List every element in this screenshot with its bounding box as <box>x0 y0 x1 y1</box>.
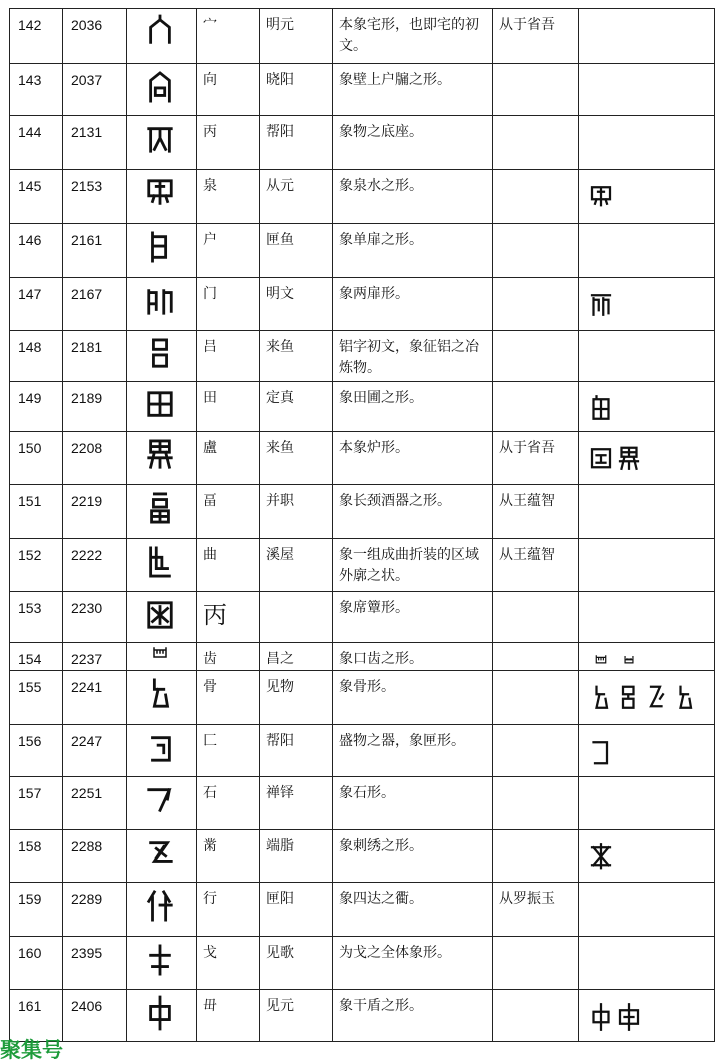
ancient-glyph-icon <box>145 781 175 819</box>
variant-glyphs <box>579 331 715 382</box>
description: 为戈之全体象形。 <box>333 937 493 990</box>
phonetic-source: 来鱼 <box>260 331 333 382</box>
phonetic-source: 昌之 <box>260 643 333 671</box>
attribution-note: 从罗振玉 <box>493 883 579 937</box>
phonetic-source: 从元 <box>260 170 333 224</box>
row-code: 2395 <box>63 937 127 990</box>
description: 象长颈酒器之形。 <box>333 485 493 539</box>
table-row <box>10 592 715 643</box>
row-code: 2289 <box>63 883 127 937</box>
row-code: 2131 <box>63 116 127 170</box>
table-row <box>10 9 715 64</box>
modern-char: 行 <box>197 883 260 937</box>
glyph-cell <box>127 643 197 671</box>
row-number: 154 <box>10 643 63 671</box>
ancient-glyph-icon <box>145 68 175 106</box>
ancient-glyph-icon <box>145 228 175 266</box>
modern-char: 丙 <box>197 116 260 170</box>
variant-glyph-icon <box>617 1002 641 1032</box>
variant-glyph-icon <box>589 737 613 767</box>
ancient-glyph-icon <box>145 120 175 158</box>
description: 象干盾之形。 <box>333 990 493 1042</box>
row-number: 142 <box>10 9 63 64</box>
table-row <box>10 725 715 777</box>
attribution-note <box>493 830 579 883</box>
variant-glyphs <box>579 485 715 539</box>
modern-char: 齿 <box>197 643 260 671</box>
variant-glyph-icon <box>645 683 669 713</box>
description: 象单扉之形。 <box>333 224 493 278</box>
watermark: 聚集号 <box>0 1038 63 1062</box>
ancient-glyph-icon <box>145 994 175 1032</box>
variant-glyphs <box>579 937 715 990</box>
table-row <box>10 278 715 331</box>
variant-glyph-icon <box>673 683 697 713</box>
ancient-glyph-icon <box>145 335 175 373</box>
row-number: 158 <box>10 830 63 883</box>
variant-glyphs <box>579 777 715 830</box>
phonetic-source: 禅铎 <box>260 777 333 830</box>
description: 象石形。 <box>333 777 493 830</box>
row-code: 2230 <box>63 592 127 643</box>
variant-glyph-icon <box>589 655 613 670</box>
description: 象一组成曲折装的区域外廓之状。 <box>333 539 493 592</box>
variant-glyphs <box>579 883 715 937</box>
modern-char: 毌 <box>197 990 260 1042</box>
phonetic-source: 匣阳 <box>260 883 333 937</box>
glyph-cell <box>127 937 197 990</box>
row-number: 148 <box>10 331 63 382</box>
variant-glyphs <box>579 592 715 643</box>
row-number: 160 <box>10 937 63 990</box>
phonetic-source: 晓阳 <box>260 64 333 116</box>
glyph-cell <box>127 990 197 1042</box>
modern-char: 吕 <box>197 331 260 382</box>
phonetic-source: 端脂 <box>260 830 333 883</box>
modern-char: 黹 <box>197 830 260 883</box>
row-number: 155 <box>10 671 63 725</box>
row-code: 2167 <box>63 278 127 331</box>
ancient-glyph-icon <box>145 174 175 212</box>
phonetic-source: 帮阳 <box>260 725 333 777</box>
variant-glyphs <box>579 382 715 432</box>
glyph-cell <box>127 116 197 170</box>
glyph-cell <box>127 725 197 777</box>
modern-char: 门 <box>197 278 260 331</box>
row-code: 2219 <box>63 485 127 539</box>
variant-glyphs <box>579 432 715 485</box>
phonetic-source: 溪屋 <box>260 539 333 592</box>
attribution-note <box>493 170 579 224</box>
attribution-note <box>493 990 579 1042</box>
attribution-note: 从于省吾 <box>493 432 579 485</box>
glyph-cell <box>127 278 197 331</box>
ancient-glyph-icon <box>145 941 175 979</box>
variant-glyph-icon <box>589 290 613 320</box>
phonetic-source: 匣鱼 <box>260 224 333 278</box>
row-number: 149 <box>10 382 63 432</box>
glyph-cell <box>127 331 197 382</box>
phonetic-source: 见元 <box>260 990 333 1042</box>
attribution-note <box>493 382 579 432</box>
row-code: 2161 <box>63 224 127 278</box>
attribution-note <box>493 937 579 990</box>
variant-glyph-icon <box>617 444 641 474</box>
variant-glyphs <box>579 64 715 116</box>
row-code: 2222 <box>63 539 127 592</box>
variant-glyphs <box>579 830 715 883</box>
phonetic-source: 帮阳 <box>260 116 333 170</box>
description: 象两扉形。 <box>333 278 493 331</box>
description: 盛物之器，象匣形。 <box>333 725 493 777</box>
phonetic-source: 并职 <box>260 485 333 539</box>
phonetic-source: 定真 <box>260 382 333 432</box>
variant-glyphs <box>579 224 715 278</box>
glyph-cell <box>127 224 197 278</box>
phonetic-source: 明元 <box>260 9 333 64</box>
row-number: 153 <box>10 592 63 643</box>
row-number: 150 <box>10 432 63 485</box>
table-row <box>10 224 715 278</box>
variant-glyph-icon <box>589 1002 613 1032</box>
modern-char: 泉 <box>197 170 260 224</box>
table-row <box>10 777 715 830</box>
table-row <box>10 671 715 725</box>
table-row <box>10 539 715 592</box>
description: 象泉水之形。 <box>333 170 493 224</box>
variant-glyph-icon <box>589 444 613 474</box>
attribution-note: 从王蕴智 <box>493 485 579 539</box>
modern-char: 宀 <box>197 9 260 64</box>
variant-glyph-icon <box>617 655 641 670</box>
row-code: 2288 <box>63 830 127 883</box>
modern-char: 向 <box>197 64 260 116</box>
ancient-glyph-icon <box>145 386 175 424</box>
row-code: 2036 <box>63 9 127 64</box>
row-code: 2189 <box>63 382 127 432</box>
ancient-glyph-icon <box>145 282 175 320</box>
variant-glyph-icon <box>617 683 641 713</box>
variant-glyph-icon <box>589 842 613 872</box>
row-code: 2251 <box>63 777 127 830</box>
phonetic-source: 明文 <box>260 278 333 331</box>
table-row <box>10 64 715 116</box>
ancient-glyph-icon <box>145 675 175 713</box>
row-number: 147 <box>10 278 63 331</box>
table-row <box>10 990 715 1042</box>
variant-glyphs <box>579 170 715 224</box>
glyph-cell <box>127 592 197 643</box>
ancient-glyph-icon <box>145 834 175 872</box>
ancient-glyph-icon <box>145 13 175 51</box>
ancient-glyph-icon <box>145 729 175 767</box>
table-row <box>10 830 715 883</box>
attribution-note <box>493 116 579 170</box>
attribution-note: 从于省吾 <box>493 9 579 64</box>
table-row <box>10 883 715 937</box>
row-code: 2237 <box>63 643 127 671</box>
ancient-glyph-icon <box>145 436 175 474</box>
table-row <box>10 643 715 671</box>
variant-glyphs <box>579 116 715 170</box>
table-row <box>10 331 715 382</box>
row-number: 161 <box>10 990 63 1042</box>
modern-char: 骨 <box>197 671 260 725</box>
ancient-glyph-icon <box>145 887 175 925</box>
phonetic-source: 来鱼 <box>260 432 333 485</box>
variant-glyphs <box>579 278 715 331</box>
ancient-glyph-icon <box>145 543 175 581</box>
variant-glyphs <box>579 725 715 777</box>
table-row <box>10 170 715 224</box>
modern-char: 田 <box>197 382 260 432</box>
row-code: 2247 <box>63 725 127 777</box>
variant-glyph-icon <box>589 683 613 713</box>
modern-char-large: 丙 <box>203 601 227 629</box>
attribution-note <box>493 592 579 643</box>
description: 象四达之衢。 <box>333 883 493 937</box>
variant-glyph-icon <box>589 182 613 212</box>
ancient-glyph-icon <box>145 647 175 666</box>
glyph-cell <box>127 382 197 432</box>
attribution-note <box>493 643 579 671</box>
phonetic-source: 见歌 <box>260 937 333 990</box>
description: 象田圃之形。 <box>333 382 493 432</box>
description: 本象炉形。 <box>333 432 493 485</box>
modern-char <box>197 592 260 643</box>
attribution-note <box>493 224 579 278</box>
row-number: 144 <box>10 116 63 170</box>
row-code: 2037 <box>63 64 127 116</box>
table-row <box>10 432 715 485</box>
table-row <box>10 937 715 990</box>
row-number: 156 <box>10 725 63 777</box>
character-table <box>9 8 715 1042</box>
ancient-glyph-icon <box>145 596 175 634</box>
attribution-note <box>493 278 579 331</box>
glyph-cell <box>127 64 197 116</box>
row-number: 143 <box>10 64 63 116</box>
glyph-cell <box>127 170 197 224</box>
attribution-note <box>493 725 579 777</box>
attribution-note <box>493 777 579 830</box>
attribution-note <box>493 64 579 116</box>
row-number: 159 <box>10 883 63 937</box>
row-code: 2208 <box>63 432 127 485</box>
variant-glyphs <box>579 643 715 671</box>
table-row <box>10 485 715 539</box>
modern-char: 匚 <box>197 725 260 777</box>
variant-glyphs <box>579 539 715 592</box>
row-code: 2153 <box>63 170 127 224</box>
row-number: 146 <box>10 224 63 278</box>
description: 象席簟形。 <box>333 592 493 643</box>
glyph-cell <box>127 830 197 883</box>
glyph-cell <box>127 777 197 830</box>
row-number: 152 <box>10 539 63 592</box>
description: 象刺绣之形。 <box>333 830 493 883</box>
table-row <box>10 382 715 432</box>
description: 象口齿之形。 <box>333 643 493 671</box>
glyph-cell <box>127 883 197 937</box>
row-number: 145 <box>10 170 63 224</box>
modern-char: 戈 <box>197 937 260 990</box>
attribution-note <box>493 331 579 382</box>
variant-glyph-icon <box>589 394 613 424</box>
glyph-cell <box>127 9 197 64</box>
glyph-cell <box>127 432 197 485</box>
description: 象物之底座。 <box>333 116 493 170</box>
modern-char: 畐 <box>197 485 260 539</box>
glyph-cell <box>127 485 197 539</box>
row-code: 2406 <box>63 990 127 1042</box>
ancient-glyph-icon <box>145 489 175 527</box>
modern-char: 户 <box>197 224 260 278</box>
phonetic-source <box>260 592 333 643</box>
description: 铝字初文，象征铝之冶炼物。 <box>333 331 493 382</box>
row-number: 157 <box>10 777 63 830</box>
description: 象壁上户牖之形。 <box>333 64 493 116</box>
attribution-note <box>493 671 579 725</box>
glyph-cell <box>127 539 197 592</box>
description: 本象宅形，也即宅的初文。 <box>333 9 493 64</box>
modern-char: 盧 <box>197 432 260 485</box>
variant-glyphs <box>579 9 715 64</box>
description: 象骨形。 <box>333 671 493 725</box>
variant-glyphs <box>579 990 715 1042</box>
attribution-note: 从王蕴智 <box>493 539 579 592</box>
row-code: 2241 <box>63 671 127 725</box>
phonetic-source: 见物 <box>260 671 333 725</box>
row-number: 151 <box>10 485 63 539</box>
modern-char: 曲 <box>197 539 260 592</box>
row-code: 2181 <box>63 331 127 382</box>
table-row <box>10 116 715 170</box>
glyph-cell <box>127 671 197 725</box>
modern-char: 石 <box>197 777 260 830</box>
variant-glyphs <box>579 671 715 725</box>
